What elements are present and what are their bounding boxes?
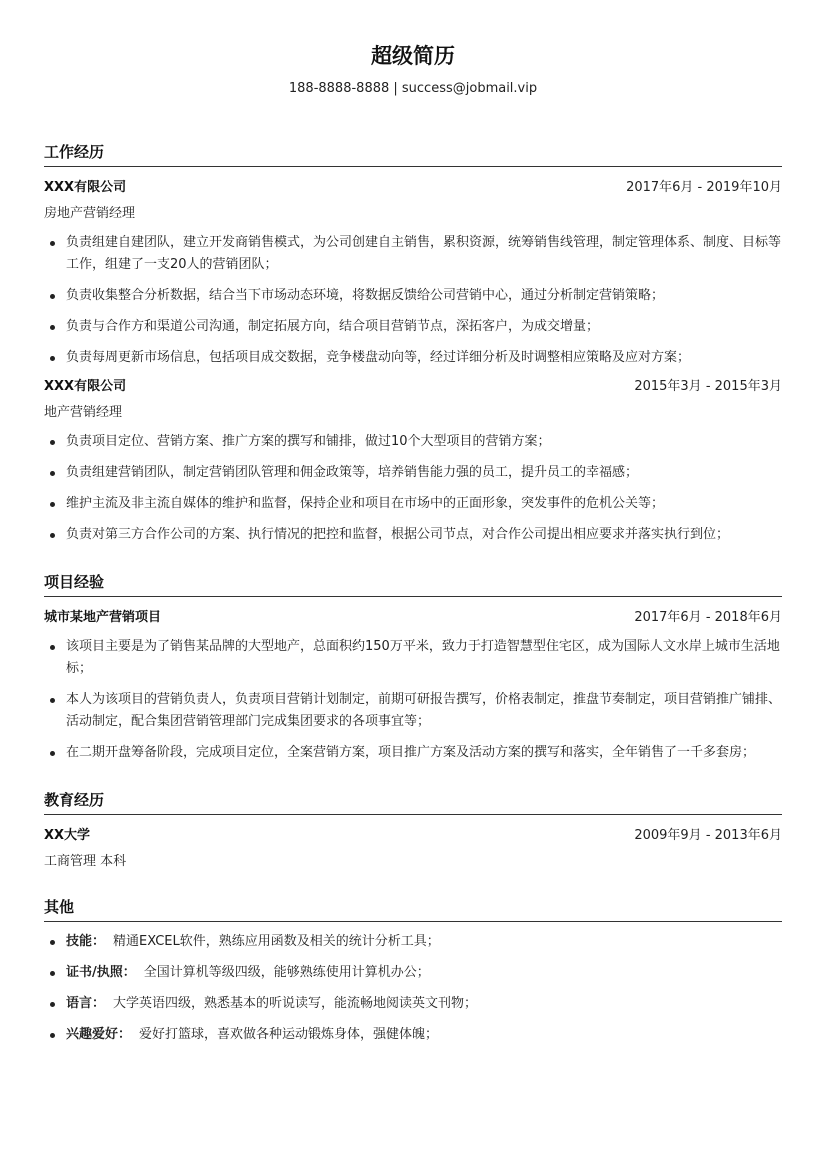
work-entry-head — [44, 378, 782, 396]
date-range: 2017年6月 - 2018年6月 — [634, 610, 782, 625]
job-title: 地产营销经理 — [44, 405, 123, 420]
work-entry — [44, 179, 782, 369]
degree-detail: 工商管理 本科 — [44, 854, 127, 869]
bullet-item: 负责组建自建团队，建立开发商销售模式，为公司创建自主销售，累积资源，统筹销售线管理，制定管理体系、制度、目标等工作，组建了一支20人的营销团队； — [44, 232, 782, 276]
other-list — [44, 931, 782, 1046]
work-section — [44, 142, 782, 546]
bullet-item: 负责每周更新市场信息，包括项目成交数据，竞争楼盘动向等，经过详细分析及时调整相应策略及应对方案； — [44, 347, 782, 369]
project-name: 城市某地产营销项目 — [44, 610, 162, 625]
education-section-title: 教育经历 — [44, 790, 782, 815]
other-item-hobbies — [44, 1024, 782, 1046]
company-name: XXX有限公司 — [44, 379, 127, 394]
other-text: 全国计算机等级四级，能够熟练使用计算机办公； — [143, 965, 430, 980]
other-section — [44, 897, 782, 1046]
bullet-item: 在二期开盘筹备阶段，完成项目定位，全案营销方案，项目推广方案及活动方案的撰写和落实，全年销售了一千多套房； — [44, 742, 782, 764]
bullet-list — [44, 232, 782, 369]
other-label: 兴趣爱好： — [66, 1027, 132, 1042]
project-entry-head — [44, 609, 782, 627]
bullet-item: 负责收集整合分析数据，结合当下市场动态环境，将数据反馈给公司营销中心，通过分析制定营销策略； — [44, 285, 782, 307]
project-entry — [44, 609, 782, 764]
work-entry — [44, 378, 782, 546]
other-item-skills — [44, 931, 782, 953]
other-label: 证书/执照： — [66, 965, 136, 980]
contact-info: 188-8888-8888 | success@jobmail.vip — [288, 81, 538, 96]
project-section-title: 项目经验 — [44, 572, 782, 597]
date-range: 2015年3月 - 2015年3月 — [634, 379, 782, 394]
other-item-languages — [44, 993, 782, 1015]
bullet-item: 负责对第三方合作公司的方案、执行情况的把控和监督，根据公司节点，对合作公司提出相应要求并落实执行到位； — [44, 524, 782, 546]
other-item-certificates — [44, 962, 782, 984]
bullet-item: 负责与合作方和渠道公司沟通，制定拓展方向，结合项目营销节点，深拓客户，为成交增量； — [44, 316, 782, 338]
work-entry-head — [44, 179, 782, 197]
other-label: 技能： — [66, 934, 106, 949]
bullet-item: 该项目主要是为了销售某品牌的大型地产，总面积约150万平米，致力于打造智慧型住宅区，成为国际人文水岸上城市生活地标； — [44, 636, 782, 680]
work-section-title: 工作经历 — [44, 142, 782, 167]
bullet-list — [44, 431, 782, 546]
bullet-list — [44, 636, 782, 764]
date-range: 2017年6月 - 2019年10月 — [626, 180, 782, 195]
bullet-item: 负责项目定位、营销方案、推广方案的撰写和铺排，做过10个大型项目的营销方案； — [44, 431, 782, 453]
bullet-item: 本人为该项目的营销负责人，负责项目营销计划制定，前期可研报告撰写，价格表制定，推盘节奏制定，项目营销推广铺排、活动制定，配合集团营销管理部门完成集团要求的各项事宜等； — [44, 689, 782, 733]
resume-header — [44, 0, 782, 98]
project-section — [44, 572, 782, 764]
other-text: 大学英语四级，熟悉基本的听说读写，能流畅地阅读英文刊物； — [113, 996, 478, 1011]
school-name: XX大学 — [44, 828, 91, 843]
resume-name: 超级简历 — [371, 44, 455, 68]
education-section — [44, 790, 782, 871]
education-entry-head — [44, 827, 782, 845]
other-text: 精通EXCEL软件，熟练应用函数及相关的统计分析工具； — [113, 934, 440, 949]
other-label: 语言： — [66, 996, 106, 1011]
date-range: 2009年9月 - 2013年6月 — [634, 828, 782, 843]
other-section-title: 其他 — [44, 897, 782, 922]
company-name: XXX有限公司 — [44, 180, 127, 195]
bullet-item: 维护主流及非主流自媒体的维护和监督，保持企业和项目在市场中的正面形象，突发事件的危机公关等； — [44, 493, 782, 515]
bullet-item: 负责组建营销团队，制定营销团队管理和佣金政策等，培养销售能力强的员工，提升员工的幸福感； — [44, 462, 782, 484]
job-title: 房地产营销经理 — [44, 206, 136, 221]
other-text: 爱好打篮球，喜欢做各种运动锻炼身体，强健体魄； — [139, 1027, 439, 1042]
